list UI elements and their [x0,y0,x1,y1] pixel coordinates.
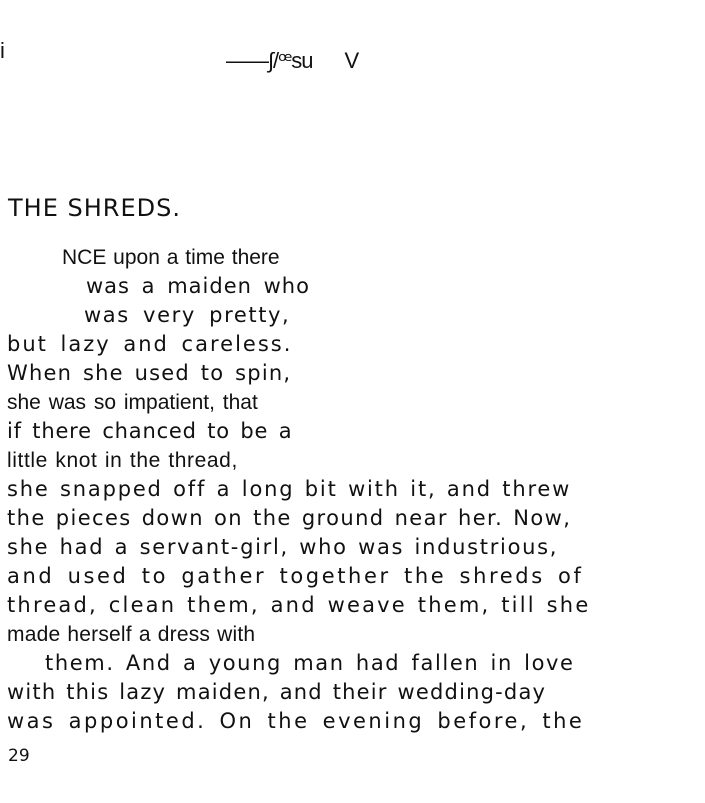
text-line: was appointed. On the evening before, the [7,709,585,733]
text-line: if there chanced to be a [7,419,293,443]
text-line: but lazy and careless. [7,332,293,356]
text-line: she was so impatient, that [7,391,258,414]
text-line: was a maiden who [86,274,310,298]
text-line: with this lazy maiden, and their wedding-day [7,680,547,704]
margin-mark: i [0,38,5,63]
text-line: she snapped off a long bit with it, and threw [7,477,572,501]
text-line: the pieces down on the ground near her. Now, [7,506,572,530]
text-line: made herself a dress with [7,623,256,646]
text-line: NCE upon a time there [62,246,280,269]
text-line: thread, clean them, and weave them, till she [7,593,591,617]
text-line: When she used to spin, [7,361,292,385]
text-line: little knot in the thread, [7,449,238,472]
text-line: was very pretty, [84,303,291,327]
page-number: 29 [8,746,30,766]
text-line: she had a servant-girl, who was industrious, [7,535,559,559]
story-title: THE SHREDS. [8,194,181,222]
header-ornament [226,48,359,74]
header-ornament-text: ——∫/ꟹsu [226,48,313,73]
text-line: them. And a young man had fallen in love [45,651,575,675]
header-ornament-v: V [344,48,360,73]
text-line: and used to gather together the shreds of [7,564,584,588]
